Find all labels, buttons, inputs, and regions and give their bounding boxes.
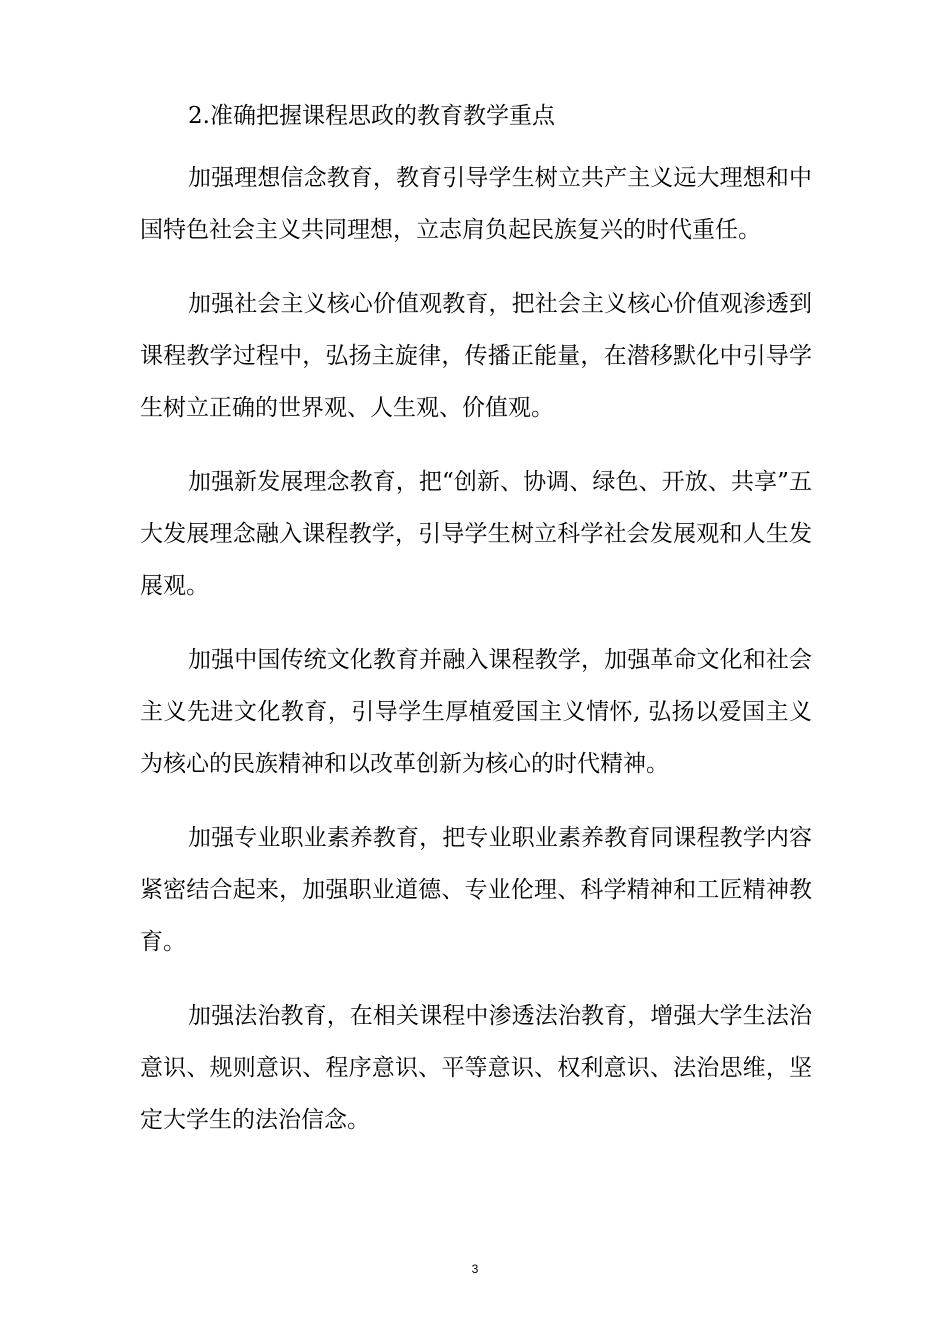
paragraph-core-values: 加强社会主义核心价值观教育，把社会主义核心价值观渗透到课程教学过程中，弘扬主旋律，传播正能量，在潜移默化中引导学生树立正确的世界观、人生观、价值观。: [140, 291, 812, 421]
section-heading: 2.准确把握课程思政的教育教学重点: [188, 103, 555, 129]
paragraph-ideals: 加强理想信念教育，教育引导学生树立共产主义远大理想和中国特色社会主义共同理想，立志肩负起民族复兴的时代重任。: [140, 165, 812, 243]
paragraph-traditional-culture: 加强中国传统文化教育并融入课程教学，加强革命文化和社会主义先进文化教育，引导学生厚植爱国主义情怀, 弘扬以爱国主义为核心的民族精神和以改革创新为核心的时代精神。: [140, 647, 812, 777]
paragraph-development-concept: 加强新发展理念教育，把“创新、协调、绿色、开放、共享”五大发展理念融入课程教学，引导学生树立科学社会发展观和人生发展观。: [140, 469, 812, 599]
page-number: 3: [471, 1262, 479, 1276]
paragraph-rule-of-law: 加强法治教育，在相关课程中渗透法治教育，增强大学生法治意识、规则意识、程序意识、平等意识、权利意识、法治思维，坚定大学生的法治信念。: [140, 1003, 812, 1133]
page-content: [140, 90, 812, 1146]
paragraph-professional-quality: 加强专业职业素养教育，把专业职业素养教育同课程教学内容紧密结合起来，加强职业道德、专业伦理、科学精神和工匠精神教育。: [140, 825, 812, 955]
